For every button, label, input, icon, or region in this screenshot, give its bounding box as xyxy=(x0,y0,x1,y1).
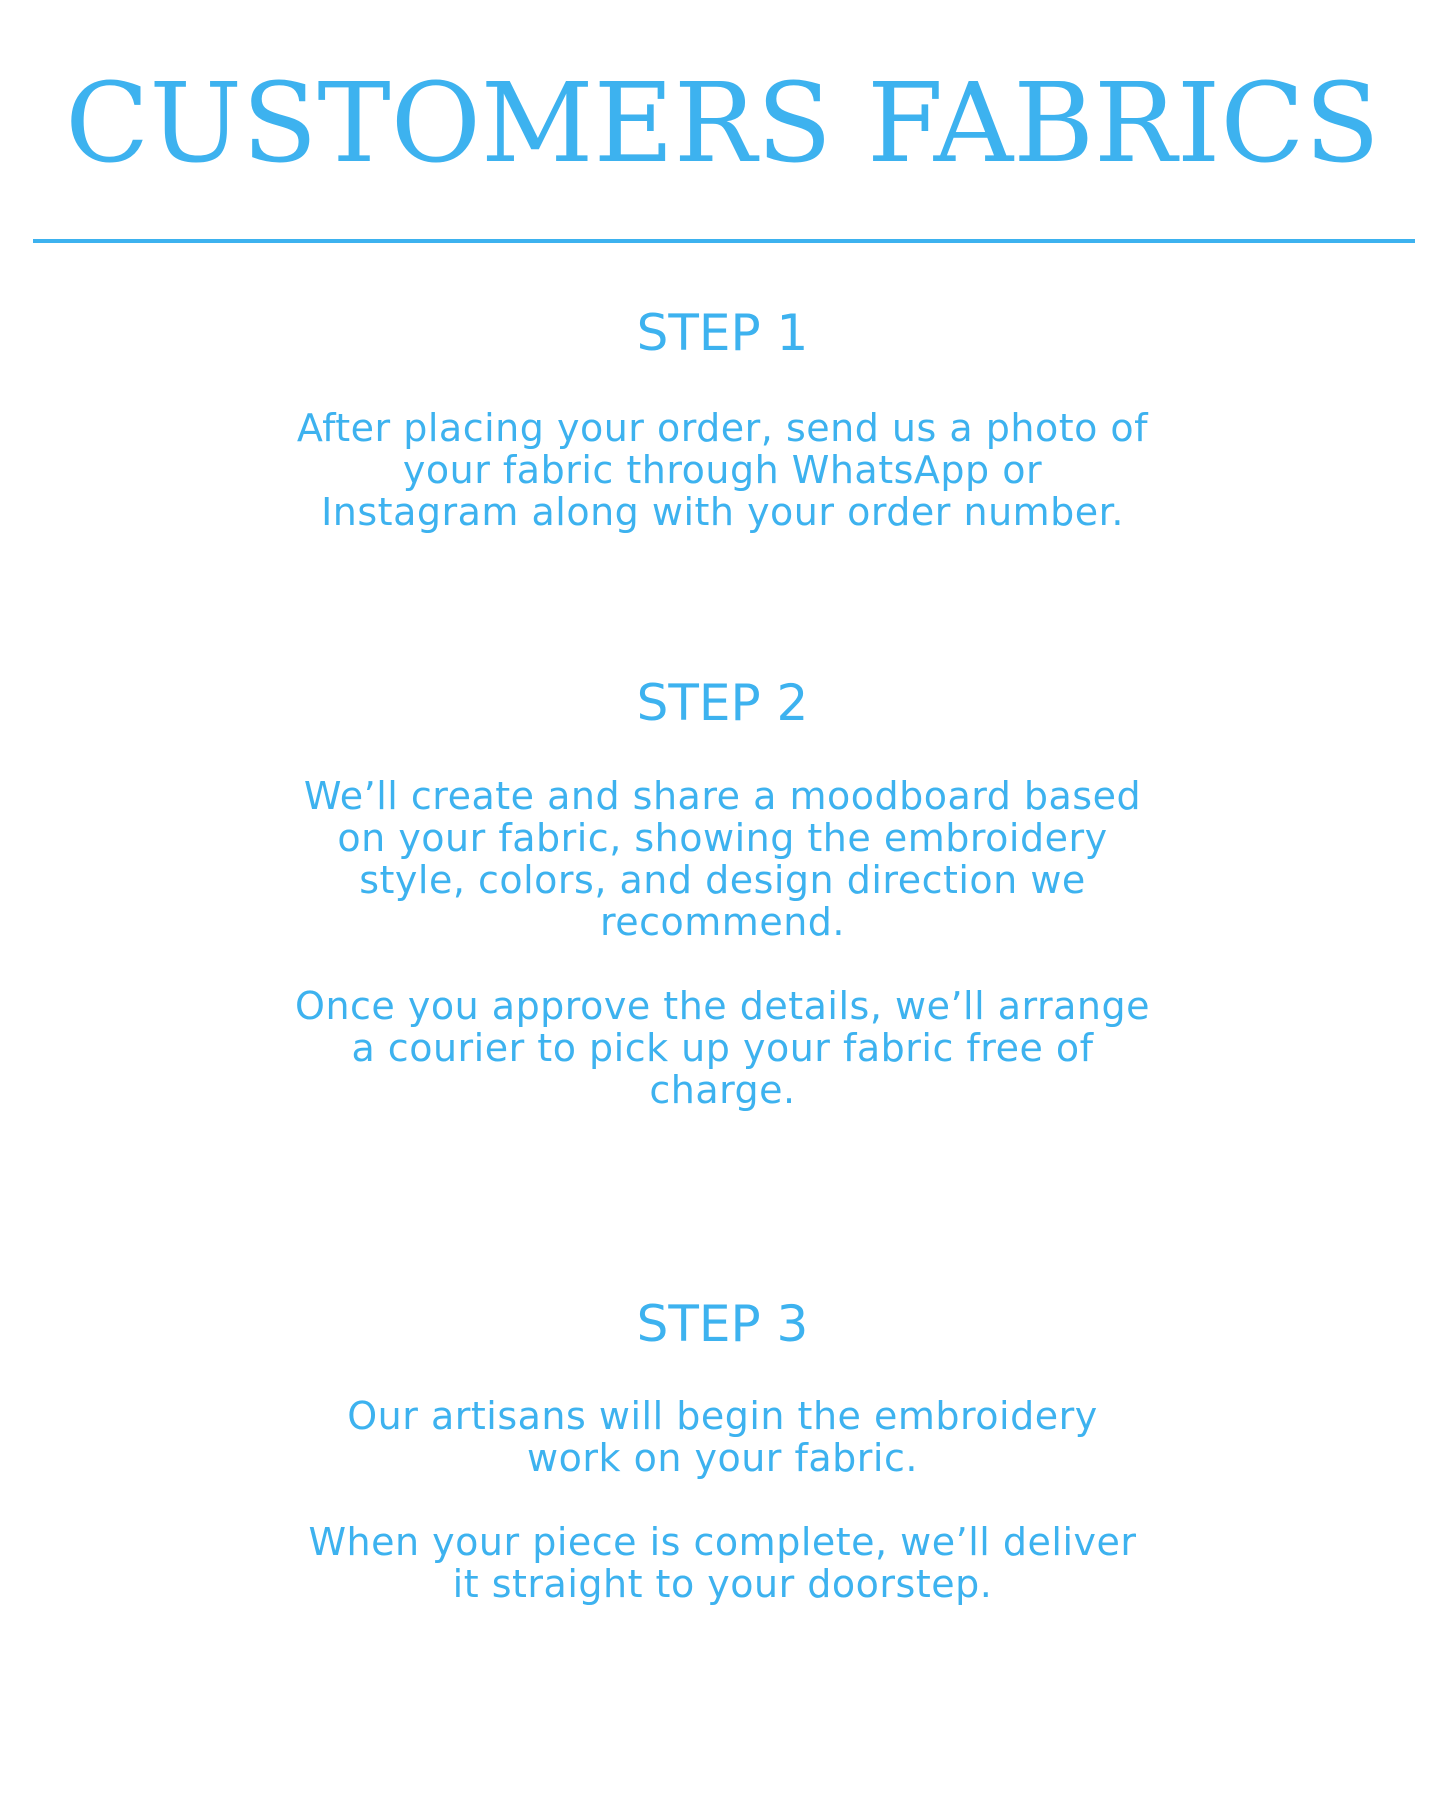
text-line: Our artisans will begin the embroidery xyxy=(347,1394,1098,1438)
step-2-paragraph-1 xyxy=(0,775,1445,943)
text-line: it straight to your doorstep. xyxy=(452,1562,993,1606)
step-3-heading: STEP 3 xyxy=(636,1295,809,1353)
text-line: After placing your order, send us a photo of xyxy=(296,406,1149,450)
text-line: Once you approve the details, we’ll arrange xyxy=(295,984,1150,1028)
step-1-heading: STEP 1 xyxy=(636,304,809,362)
text-line: We’ll create and share a moodboard based xyxy=(303,774,1142,818)
step-3-paragraph-1 xyxy=(0,1395,1445,1479)
title-divider xyxy=(33,239,1415,243)
text-line: a courier to pick up your fabric free of xyxy=(351,1026,1094,1070)
text-line: recommend. xyxy=(599,900,845,944)
page-title: CUSTOMERS FABRICS xyxy=(65,59,1380,187)
step-2-paragraph-2 xyxy=(0,985,1445,1111)
text-line: style, colors, and design direction we xyxy=(359,858,1086,902)
text-line: work on your fabric. xyxy=(527,1436,918,1480)
text-line: charge. xyxy=(649,1068,796,1112)
text-line: When your piece is complete, we’ll deliver xyxy=(308,1520,1137,1564)
step-3-paragraph-2 xyxy=(0,1521,1445,1605)
text-line: Instagram along with your order number. xyxy=(321,490,1124,534)
text-line: your fabric through WhatsApp or xyxy=(402,448,1043,492)
step-2-heading: STEP 2 xyxy=(636,674,809,732)
step-1-paragraph-1 xyxy=(0,407,1445,533)
text-line: on your fabric, showing the embroidery xyxy=(337,816,1108,860)
